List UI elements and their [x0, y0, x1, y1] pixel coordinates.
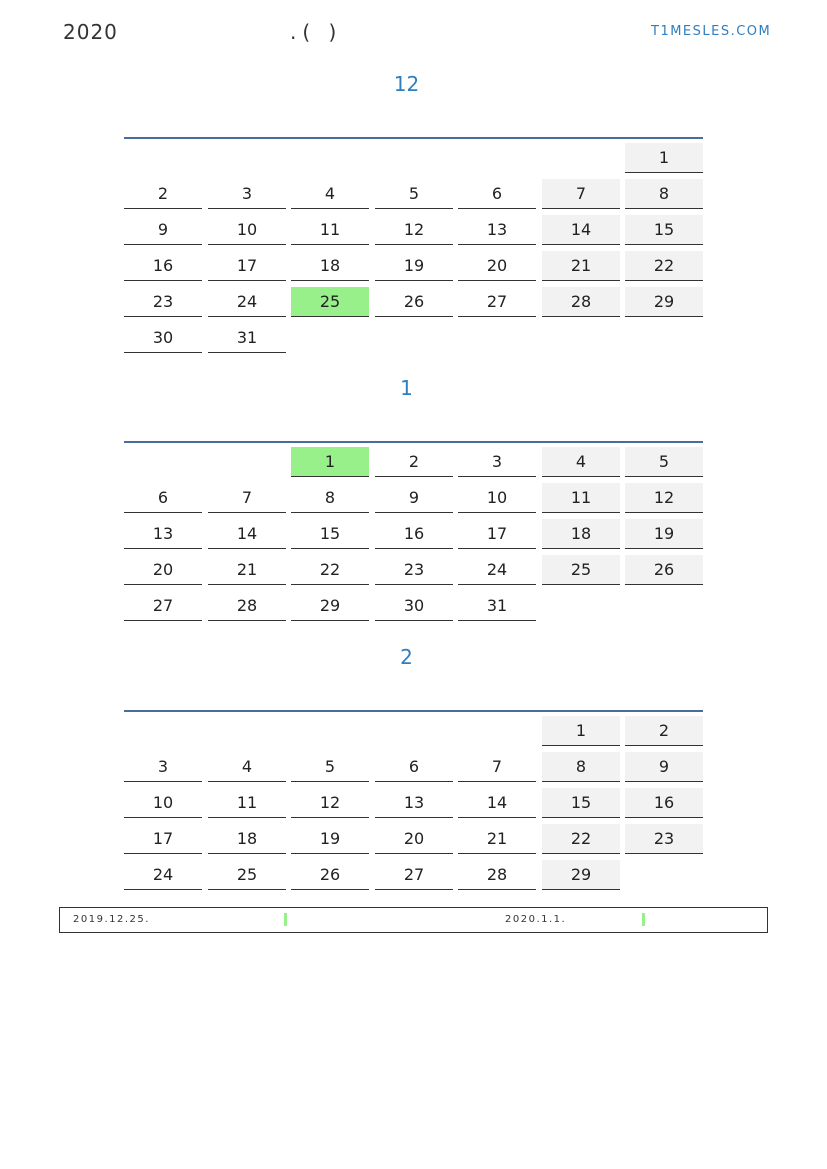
day-cell: 10: [458, 483, 536, 513]
day-cell: 8: [542, 752, 620, 782]
day-cell: 16: [375, 519, 453, 549]
day-cell: 18: [208, 824, 286, 854]
day-cell: 10: [208, 215, 286, 245]
day-cell: 26: [375, 287, 453, 317]
legend-box: [59, 907, 768, 933]
day-cell: 22: [291, 555, 369, 585]
day-cell: 23: [375, 555, 453, 585]
day-cell: 2: [124, 179, 202, 209]
day-cell: 21: [208, 555, 286, 585]
month-grid: [124, 441, 703, 627]
day-cell: 9: [625, 752, 703, 782]
day-cell: 2: [375, 447, 453, 477]
day-cell: 30: [124, 323, 202, 353]
day-cell: 12: [625, 483, 703, 513]
day-cell: 20: [458, 251, 536, 281]
legend-item-text: 2019.12.25.: [73, 914, 150, 925]
day-cell: 6: [124, 483, 202, 513]
grid-top-rule: [124, 137, 703, 139]
day-cell: 4: [208, 752, 286, 782]
day-cell: 14: [208, 519, 286, 549]
day-cell: 17: [208, 251, 286, 281]
day-cell: 15: [291, 519, 369, 549]
day-cell: 28: [208, 591, 286, 621]
day-cell: 22: [625, 251, 703, 281]
day-cell: 31: [208, 323, 286, 353]
day-cell: 19: [375, 251, 453, 281]
day-cell: 27: [124, 591, 202, 621]
day-cell: 6: [458, 179, 536, 209]
day-cell: 25: [208, 860, 286, 890]
day-cell: 8: [291, 483, 369, 513]
day-cell: 30: [375, 591, 453, 621]
day-cell: 15: [542, 788, 620, 818]
day-cell: 6: [375, 752, 453, 782]
day-cell: 4: [542, 447, 620, 477]
month-grid: [124, 137, 703, 359]
site-link[interactable]: T1MESLES.COM: [651, 24, 772, 39]
day-cell: 1: [625, 143, 703, 173]
day-cell: 19: [625, 519, 703, 549]
day-cell: 17: [458, 519, 536, 549]
day-cell: 1: [542, 716, 620, 746]
day-cell: 10: [124, 788, 202, 818]
day-cell: 18: [542, 519, 620, 549]
day-cell: 21: [458, 824, 536, 854]
day-cell: 5: [291, 752, 369, 782]
day-cell: 11: [542, 483, 620, 513]
day-cell: 1: [291, 447, 369, 477]
day-cell: 20: [375, 824, 453, 854]
legend-swatch: [642, 913, 645, 926]
day-cell: 22: [542, 824, 620, 854]
day-cell: 24: [458, 555, 536, 585]
day-cell: 15: [625, 215, 703, 245]
day-cell: 20: [124, 555, 202, 585]
day-cell: 26: [625, 555, 703, 585]
day-cell: 13: [375, 788, 453, 818]
grid-top-rule: [124, 441, 703, 443]
day-cell: 8: [625, 179, 703, 209]
day-cell: 31: [458, 591, 536, 621]
day-cell: 29: [542, 860, 620, 890]
day-cell: 24: [124, 860, 202, 890]
day-cell: 7: [542, 179, 620, 209]
day-cell: 7: [208, 483, 286, 513]
day-cell: 7: [458, 752, 536, 782]
day-cell: 3: [208, 179, 286, 209]
day-cell: 27: [375, 860, 453, 890]
day-cell: 5: [375, 179, 453, 209]
day-cell: 13: [458, 215, 536, 245]
day-cell: 28: [542, 287, 620, 317]
day-cell: 29: [291, 591, 369, 621]
day-cell: 23: [625, 824, 703, 854]
day-cell: 5: [625, 447, 703, 477]
day-cell: 27: [458, 287, 536, 317]
grid-top-rule: [124, 710, 703, 712]
day-cell: 26: [291, 860, 369, 890]
day-cell: 12: [375, 215, 453, 245]
day-cell: 9: [375, 483, 453, 513]
calendar-title: 2020: [63, 20, 118, 44]
month-grid: [124, 710, 703, 896]
month-label: 1: [400, 376, 413, 400]
day-cell: 18: [291, 251, 369, 281]
day-cell: 11: [208, 788, 286, 818]
day-cell: 12: [291, 788, 369, 818]
day-cell: 28: [458, 860, 536, 890]
day-cell: 3: [458, 447, 536, 477]
day-cell: 13: [124, 519, 202, 549]
title-punctuation: .( ): [290, 20, 343, 44]
legend-swatch: [284, 913, 287, 926]
month-label: 2: [400, 645, 413, 669]
day-cell: 16: [124, 251, 202, 281]
day-cell: 16: [625, 788, 703, 818]
day-cell: 17: [124, 824, 202, 854]
day-cell: 21: [542, 251, 620, 281]
day-cell: 25: [291, 287, 369, 317]
legend-item-text: 2020.1.1.: [505, 914, 567, 925]
day-cell: 11: [291, 215, 369, 245]
day-cell: 3: [124, 752, 202, 782]
day-cell: 23: [124, 287, 202, 317]
day-cell: 14: [458, 788, 536, 818]
month-label: 12: [393, 72, 420, 96]
day-cell: 14: [542, 215, 620, 245]
day-cell: 24: [208, 287, 286, 317]
day-cell: 25: [542, 555, 620, 585]
day-cell: 19: [291, 824, 369, 854]
day-cell: 2: [625, 716, 703, 746]
day-cell: 29: [625, 287, 703, 317]
day-cell: 9: [124, 215, 202, 245]
day-cell: 4: [291, 179, 369, 209]
